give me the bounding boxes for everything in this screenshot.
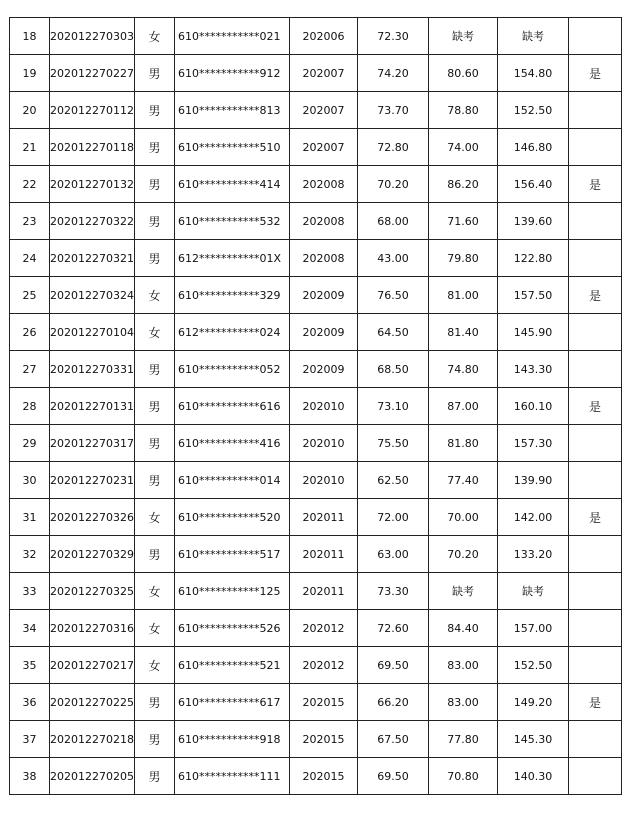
total-score: 154.80	[497, 55, 568, 92]
row-number: 35	[10, 647, 50, 684]
ticket-number: 202012270205	[50, 758, 135, 795]
post-code: 202015	[289, 758, 357, 795]
total-score: 152.50	[497, 647, 568, 684]
ticket-number: 202012270227	[50, 55, 135, 92]
table-row	[10, 462, 622, 499]
ticket-number: 202012270317	[50, 425, 135, 462]
row-number: 26	[10, 314, 50, 351]
id-number: 610***********526	[174, 610, 289, 647]
gender-cell: 女	[134, 647, 174, 684]
total-score: 145.30	[497, 721, 568, 758]
selected-flag	[568, 314, 621, 351]
row-number: 34	[10, 610, 50, 647]
gender-cell: 男	[134, 203, 174, 240]
total-score: 122.80	[497, 240, 568, 277]
ticket-number: 202012270331	[50, 351, 135, 388]
ticket-number: 202012270231	[50, 462, 135, 499]
post-code: 202011	[289, 499, 357, 536]
written-score: 63.00	[357, 536, 428, 573]
id-number: 610***********912	[174, 55, 289, 92]
interview-score: 71.60	[428, 203, 497, 240]
selected-flag	[568, 462, 621, 499]
row-number: 22	[10, 166, 50, 203]
selected-flag: 是	[568, 166, 621, 203]
id-number: 610***********414	[174, 166, 289, 203]
gender-cell: 男	[134, 92, 174, 129]
post-code: 202011	[289, 573, 357, 610]
id-number: 610***********329	[174, 277, 289, 314]
post-code: 202009	[289, 277, 357, 314]
interview-score: 77.40	[428, 462, 497, 499]
ticket-number: 202012270324	[50, 277, 135, 314]
interview-score: 86.20	[428, 166, 497, 203]
post-code: 202009	[289, 314, 357, 351]
written-score: 68.00	[357, 203, 428, 240]
written-score: 66.20	[357, 684, 428, 721]
written-score: 75.50	[357, 425, 428, 462]
ticket-number: 202012270225	[50, 684, 135, 721]
total-score: 139.90	[497, 462, 568, 499]
selected-flag: 是	[568, 277, 621, 314]
ticket-number: 202012270316	[50, 610, 135, 647]
row-number: 20	[10, 92, 50, 129]
table-row	[10, 240, 622, 277]
table-row	[10, 166, 622, 203]
post-code: 202010	[289, 388, 357, 425]
gender-cell: 男	[134, 536, 174, 573]
total-score: 149.20	[497, 684, 568, 721]
id-number: 610***********616	[174, 388, 289, 425]
written-score: 62.50	[357, 462, 428, 499]
selected-flag	[568, 18, 621, 55]
ticket-number: 202012270303	[50, 18, 135, 55]
written-score: 72.00	[357, 499, 428, 536]
table-row	[10, 388, 622, 425]
post-code: 202007	[289, 129, 357, 166]
table-row	[10, 351, 622, 388]
id-number: 610***********014	[174, 462, 289, 499]
table-row	[10, 55, 622, 92]
interview-score: 87.00	[428, 388, 497, 425]
total-score: 140.30	[497, 758, 568, 795]
id-number: 610***********617	[174, 684, 289, 721]
row-number: 19	[10, 55, 50, 92]
post-code: 202010	[289, 462, 357, 499]
selected-flag: 是	[568, 499, 621, 536]
total-score: 146.80	[497, 129, 568, 166]
row-number: 36	[10, 684, 50, 721]
interview-score: 74.80	[428, 351, 497, 388]
post-code: 202010	[289, 425, 357, 462]
gender-cell: 男	[134, 351, 174, 388]
gender-cell: 男	[134, 684, 174, 721]
table-row	[10, 573, 622, 610]
post-code: 202009	[289, 351, 357, 388]
selected-flag	[568, 721, 621, 758]
written-score: 72.60	[357, 610, 428, 647]
total-score: 145.90	[497, 314, 568, 351]
gender-cell: 男	[134, 240, 174, 277]
post-code: 202008	[289, 203, 357, 240]
row-number: 29	[10, 425, 50, 462]
id-number: 610***********532	[174, 203, 289, 240]
selected-flag	[568, 92, 621, 129]
total-score: 156.40	[497, 166, 568, 203]
id-number: 610***********918	[174, 721, 289, 758]
row-number: 28	[10, 388, 50, 425]
id-number: 610***********416	[174, 425, 289, 462]
row-number: 37	[10, 721, 50, 758]
total-score: 缺考	[497, 18, 568, 55]
selected-flag	[568, 240, 621, 277]
row-number: 30	[10, 462, 50, 499]
table-row	[10, 499, 622, 536]
row-number: 23	[10, 203, 50, 240]
ticket-number: 202012270112	[50, 92, 135, 129]
interview-score: 70.00	[428, 499, 497, 536]
ticket-number: 202012270132	[50, 166, 135, 203]
interview-score: 70.80	[428, 758, 497, 795]
written-score: 73.10	[357, 388, 428, 425]
total-score: 157.30	[497, 425, 568, 462]
selected-flag	[568, 758, 621, 795]
post-code: 202012	[289, 610, 357, 647]
selected-flag	[568, 425, 621, 462]
table-row	[10, 610, 622, 647]
post-code: 202011	[289, 536, 357, 573]
table-row	[10, 129, 622, 166]
post-code: 202008	[289, 166, 357, 203]
gender-cell: 女	[134, 610, 174, 647]
row-number: 32	[10, 536, 50, 573]
post-code: 202007	[289, 55, 357, 92]
total-score: 152.50	[497, 92, 568, 129]
gender-cell: 男	[134, 166, 174, 203]
post-code: 202006	[289, 18, 357, 55]
written-score: 69.50	[357, 647, 428, 684]
interview-score: 缺考	[428, 18, 497, 55]
gender-cell: 男	[134, 462, 174, 499]
interview-score: 78.80	[428, 92, 497, 129]
selected-flag	[568, 129, 621, 166]
table-row	[10, 314, 622, 351]
ticket-number: 202012270131	[50, 388, 135, 425]
gender-cell: 男	[134, 388, 174, 425]
gender-cell: 男	[134, 55, 174, 92]
interview-score: 80.60	[428, 55, 497, 92]
total-score: 160.10	[497, 388, 568, 425]
total-score: 157.50	[497, 277, 568, 314]
selected-flag	[568, 351, 621, 388]
total-score: 142.00	[497, 499, 568, 536]
row-number: 18	[10, 18, 50, 55]
ticket-number: 202012270217	[50, 647, 135, 684]
table-row	[10, 92, 622, 129]
table-row	[10, 721, 622, 758]
table-row	[10, 647, 622, 684]
id-number: 610***********021	[174, 18, 289, 55]
selected-flag: 是	[568, 388, 621, 425]
ticket-number: 202012270329	[50, 536, 135, 573]
row-number: 33	[10, 573, 50, 610]
row-number: 31	[10, 499, 50, 536]
ticket-number: 202012270218	[50, 721, 135, 758]
ticket-number: 202012270326	[50, 499, 135, 536]
gender-cell: 男	[134, 721, 174, 758]
post-code: 202012	[289, 647, 357, 684]
ticket-number: 202012270325	[50, 573, 135, 610]
row-number: 27	[10, 351, 50, 388]
id-number: 610***********520	[174, 499, 289, 536]
gender-cell: 女	[134, 18, 174, 55]
table-body	[10, 18, 622, 795]
written-score: 72.30	[357, 18, 428, 55]
interview-score: 83.00	[428, 684, 497, 721]
id-number: 610***********521	[174, 647, 289, 684]
id-number: 610***********125	[174, 573, 289, 610]
interview-score: 70.20	[428, 536, 497, 573]
table-row	[10, 758, 622, 795]
id-number: 610***********052	[174, 351, 289, 388]
post-code: 202015	[289, 721, 357, 758]
post-code: 202007	[289, 92, 357, 129]
ticket-number: 202012270104	[50, 314, 135, 351]
table-row	[10, 277, 622, 314]
written-score: 67.50	[357, 721, 428, 758]
selected-flag: 是	[568, 55, 621, 92]
gender-cell: 男	[134, 129, 174, 166]
total-score: 157.00	[497, 610, 568, 647]
post-code: 202015	[289, 684, 357, 721]
total-score: 139.60	[497, 203, 568, 240]
total-score: 缺考	[497, 573, 568, 610]
written-score: 69.50	[357, 758, 428, 795]
id-number: 610***********517	[174, 536, 289, 573]
id-number: 610***********111	[174, 758, 289, 795]
row-number: 38	[10, 758, 50, 795]
written-score: 64.50	[357, 314, 428, 351]
written-score: 73.30	[357, 573, 428, 610]
total-score: 133.20	[497, 536, 568, 573]
row-number: 24	[10, 240, 50, 277]
table-row	[10, 684, 622, 721]
interview-score: 84.40	[428, 610, 497, 647]
selected-flag	[568, 536, 621, 573]
table-row	[10, 203, 622, 240]
interview-score: 77.80	[428, 721, 497, 758]
table-row	[10, 18, 622, 55]
interview-score: 79.80	[428, 240, 497, 277]
interview-score: 83.00	[428, 647, 497, 684]
written-score: 70.20	[357, 166, 428, 203]
selected-flag	[568, 647, 621, 684]
selected-flag	[568, 610, 621, 647]
interview-score: 74.00	[428, 129, 497, 166]
gender-cell: 女	[134, 499, 174, 536]
ticket-number: 202012270321	[50, 240, 135, 277]
row-number: 25	[10, 277, 50, 314]
gender-cell: 女	[134, 277, 174, 314]
id-number: 612***********024	[174, 314, 289, 351]
selected-flag	[568, 573, 621, 610]
gender-cell: 女	[134, 573, 174, 610]
table-row	[10, 425, 622, 462]
post-code: 202008	[289, 240, 357, 277]
row-number: 21	[10, 129, 50, 166]
selected-flag: 是	[568, 684, 621, 721]
written-score: 74.20	[357, 55, 428, 92]
selected-flag	[568, 203, 621, 240]
id-number: 612***********01X	[174, 240, 289, 277]
table-row	[10, 536, 622, 573]
id-number: 610***********510	[174, 129, 289, 166]
total-score: 143.30	[497, 351, 568, 388]
interview-score: 81.80	[428, 425, 497, 462]
interview-score: 缺考	[428, 573, 497, 610]
gender-cell: 女	[134, 314, 174, 351]
written-score: 68.50	[357, 351, 428, 388]
gender-cell: 男	[134, 758, 174, 795]
gender-cell: 男	[134, 425, 174, 462]
ticket-number: 202012270118	[50, 129, 135, 166]
written-score: 72.80	[357, 129, 428, 166]
written-score: 43.00	[357, 240, 428, 277]
ticket-number: 202012270322	[50, 203, 135, 240]
interview-score: 81.00	[428, 277, 497, 314]
written-score: 76.50	[357, 277, 428, 314]
id-number: 610***********813	[174, 92, 289, 129]
written-score: 73.70	[357, 92, 428, 129]
score-table	[9, 17, 622, 795]
interview-score: 81.40	[428, 314, 497, 351]
